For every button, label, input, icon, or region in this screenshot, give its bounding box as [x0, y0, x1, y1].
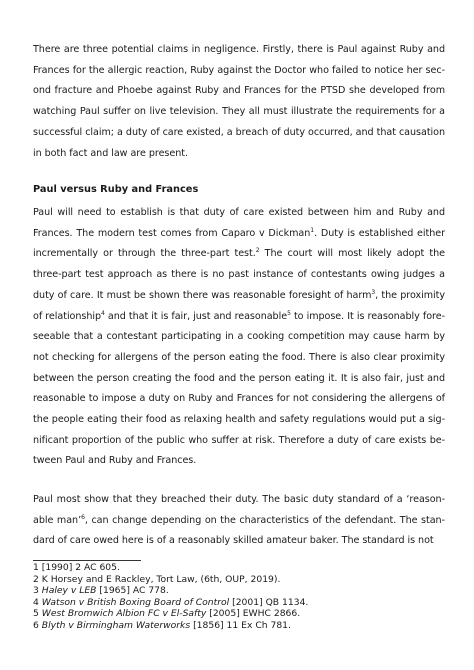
- citation: [1856] 11 Ex Ch 781.: [190, 619, 291, 631]
- case-name: Watson v British Boxing Board of Control: [41, 596, 230, 608]
- paragraph-text: , the proximity of relationship: [33, 289, 445, 322]
- citation: [1965] AC 778.: [96, 585, 169, 597]
- footnote-ref-5[interactable]: 5: [287, 309, 291, 317]
- paragraph-text: The court will most likely adopt the three-part test approach as there is no past instance of contestants owing judges a duty of care. It must be shown there was reasonable foresight of harm: [33, 248, 445, 301]
- footnote-number: 4: [33, 596, 42, 608]
- paragraph-text: Paul will need to establish is that duty of care existed between him and Ruby and Frances. The modern test comes from Caparo v Dickman: [33, 207, 445, 239]
- case-name: West Bromwich Albion FC v El-Safty: [41, 608, 207, 620]
- duty-of-care-paragraph: [33, 203, 445, 472]
- citation: [2001] QB 1134.: [229, 596, 309, 608]
- case-name: Haley v LEB: [41, 585, 97, 597]
- intro-paragraph: There are three potential claims in negligence. Firstly, there is Paul against Ruby and Frances for the allergic reaction, Ruby against the Doctor who failed to notice her sec-ond fracture and Phoebe against Ruby and Frances for the PTSD she developed from watching Paul suffer on live television. They all must illustrate the requirements for a successful claim; a duty of care existed, a breach of duty occurred, and that causation in both fact and law are present.: [33, 44, 445, 159]
- footnote-number: 5: [33, 608, 42, 620]
- footnote-text: 2 K Horsey and E Rackley, Tort Law, (6th, OUP, 2019).: [33, 573, 281, 585]
- footnote-item: [33, 574, 445, 586]
- footnote-number: 6: [33, 619, 42, 631]
- paragraph-text: . Duty is established either incrementally or through the three-part test.: [33, 227, 446, 260]
- footnote-separator: [33, 560, 141, 561]
- section-heading: Paul versus Ruby and Frances: [33, 184, 199, 195]
- footnote-ref-1[interactable]: 1: [310, 226, 315, 234]
- footnote-text: 1 [1990] 2 AC 605.: [33, 562, 120, 573]
- footnote-item: [33, 585, 445, 597]
- footnote-ref-6[interactable]: 6: [81, 513, 85, 521]
- breach-paragraph: [33, 490, 445, 552]
- paragraph-text: and that it is fair, just and reasonable: [104, 310, 288, 322]
- case-name: Blyth v Birmingham Waterworks: [41, 619, 191, 631]
- footnote-ref-4[interactable]: 4: [101, 309, 105, 317]
- footnote-item: [33, 562, 445, 574]
- citation: [2005] EWHC 2866.: [206, 608, 301, 620]
- paragraph-text: to impose. It is reasonably fore-seeable that a contestant participating in a cooking competition may cause harm by not checking for allergens of the person eating the food. There is also clear proximity between the person creating the food and the person eating it. It is also fair, just and reasonable to impose a duty on Ruby and Frances for not considering the allergens of the people eating their food as relaxing health and safety regulations would put a sig-nificant proportion of the public who suffer at risk. Therefore a duty of care exists be-tween Paul and Ruby and Frances.: [33, 310, 445, 467]
- footnote-number: 3: [33, 585, 42, 597]
- footnote-item: [33, 597, 445, 609]
- paragraph-text: Paul most show that they breached their duty. The basic duty standard of a ‘reason-able man’: [33, 494, 445, 526]
- footnote-ref-3[interactable]: 3: [371, 288, 376, 296]
- footnote-item: [33, 620, 445, 632]
- footnote-ref-2[interactable]: 2: [255, 247, 260, 255]
- footnotes-list: [33, 562, 445, 632]
- paragraph-text: , can change depending on the characteristics of the defendant. The stan-dard of care owed here is of a reasonably skilled amateur baker. The standard is not: [33, 514, 445, 547]
- footnote-item: [33, 608, 445, 620]
